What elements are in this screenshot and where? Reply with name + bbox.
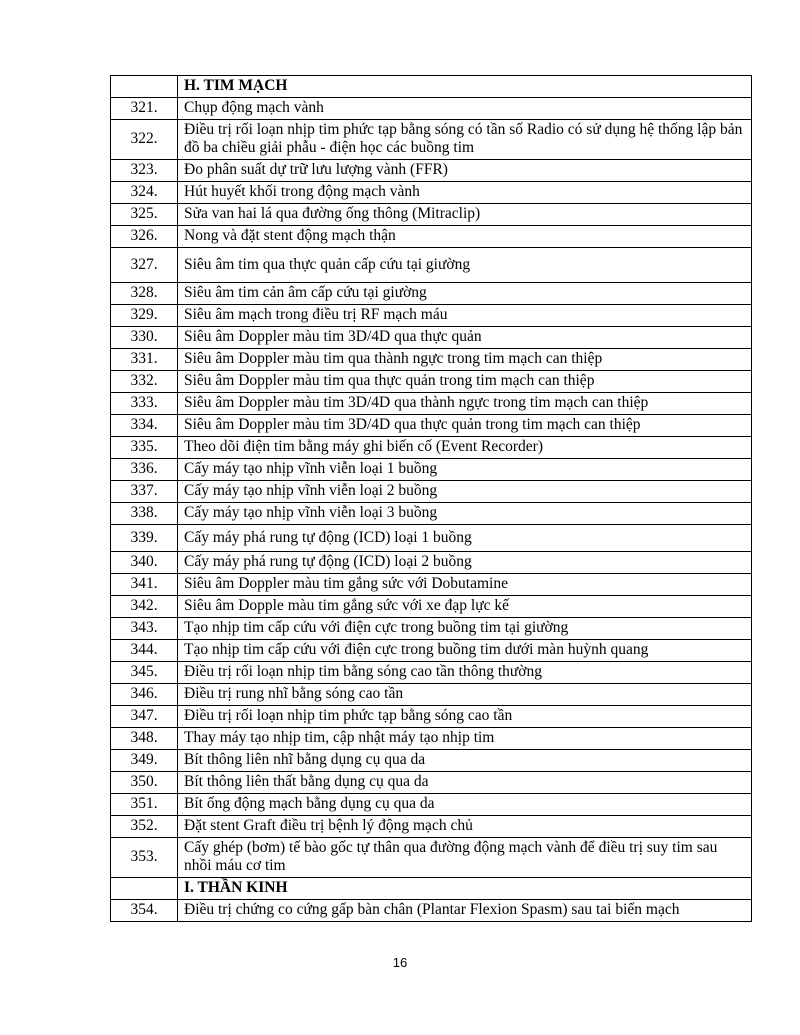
table-row	[111, 226, 752, 248]
table-row	[111, 481, 752, 503]
procedure-name: Siêu âm Doppler màu tim 3D/4D qua thực quản trong tim mạch can thiệp	[178, 415, 752, 437]
procedure-table-body	[111, 76, 752, 922]
table-row	[111, 393, 752, 415]
row-number: 341.	[111, 574, 178, 596]
procedure-name: Cấy máy tạo nhịp vĩnh viễn loại 1 buồng	[178, 459, 752, 481]
page-number: 16	[392, 955, 408, 970]
row-number: 340.	[111, 552, 178, 574]
procedure-name: Siêu âm Doppler màu tim qua thực quản trong tim mạch can thiệp	[178, 371, 752, 393]
row-number: 339.	[111, 525, 178, 552]
row-number: 334.	[111, 415, 178, 437]
row-number: 353.	[111, 838, 178, 878]
table-row	[111, 618, 752, 640]
row-number: 345.	[111, 662, 178, 684]
procedure-name: Tạo nhịp tim cấp cứu với điện cực trong buồng tim tại giường	[178, 618, 752, 640]
procedure-name: Điều trị rung nhĩ bằng sóng cao tần	[178, 684, 752, 706]
row-number: 348.	[111, 728, 178, 750]
procedure-name: Siêu âm mạch trong điều trị RF mạch máu	[178, 305, 752, 327]
table-row	[111, 816, 752, 838]
row-number: 354.	[111, 900, 178, 922]
row-number: 322.	[111, 120, 178, 160]
row-number: 338.	[111, 503, 178, 525]
table-row	[111, 525, 752, 552]
row-number: 342.	[111, 596, 178, 618]
row-number: 344.	[111, 640, 178, 662]
row-number: 324.	[111, 182, 178, 204]
table-row	[111, 838, 752, 878]
section-title: H. TIM MẠCH	[178, 76, 752, 98]
row-number: 330.	[111, 327, 178, 349]
procedure-name: Cấy ghép (bơm) tế bào gốc tự thân qua đường động mạch vành để điều trị suy tim sau nhồi máu cơ tim	[178, 838, 752, 878]
procedure-name: Cấy máy phá rung tự động (ICD) loại 1 buồng	[178, 525, 752, 552]
row-number: 323.	[111, 160, 178, 182]
procedure-name: Siêu âm Doppler màu tim gắng sức với Dobutamine	[178, 574, 752, 596]
table-row	[111, 415, 752, 437]
row-number: 336.	[111, 459, 178, 481]
procedure-name: Cấy máy phá rung tự động (ICD) loại 2 buồng	[178, 552, 752, 574]
table-row	[111, 120, 752, 160]
row-number: 347.	[111, 706, 178, 728]
row-number: 337.	[111, 481, 178, 503]
table-row	[111, 98, 752, 120]
table-row	[111, 662, 752, 684]
table-row	[111, 552, 752, 574]
row-number	[111, 878, 178, 900]
procedure-name: Bít thông liên thất bằng dụng cụ qua da	[178, 772, 752, 794]
row-number: 352.	[111, 816, 178, 838]
procedure-name: Tạo nhịp tim cấp cứu với điện cực trong buồng tim dưới màn huỳnh quang	[178, 640, 752, 662]
procedure-name: Đặt stent Graft điều trị bệnh lý động mạch chủ	[178, 816, 752, 838]
table-row	[111, 160, 752, 182]
table-row	[111, 371, 752, 393]
table-row	[111, 503, 752, 525]
procedure-name: Nong và đặt stent động mạch thận	[178, 226, 752, 248]
table-row	[111, 305, 752, 327]
section-header-row	[111, 76, 752, 98]
table-row	[111, 574, 752, 596]
table-row	[111, 283, 752, 305]
table-row	[111, 182, 752, 204]
row-number: 332.	[111, 371, 178, 393]
table-row	[111, 794, 752, 816]
procedure-name: Siêu âm Doppler màu tim qua thành ngực trong tim mạch can thiệp	[178, 349, 752, 371]
procedure-name: Điều trị rối loạn nhịp tim phức tạp bằng sóng có tần số Radio có sử dụng hệ thống lập bản đồ ba chiều giải phẫu - điện học các buồng tim	[178, 120, 752, 160]
row-number	[111, 76, 178, 98]
procedure-name: Sửa van hai lá qua đường ống thông (Mitraclip)	[178, 204, 752, 226]
table-row	[111, 204, 752, 226]
procedure-name: Bít ống động mạch bằng dụng cụ qua da	[178, 794, 752, 816]
procedure-name: Hút huyết khối trong động mạch vành	[178, 182, 752, 204]
row-number: 350.	[111, 772, 178, 794]
procedure-name: Điều trị rối loạn nhịp tim phức tạp bằng sóng cao tần	[178, 706, 752, 728]
procedure-name: Chụp động mạch vành	[178, 98, 752, 120]
row-number: 331.	[111, 349, 178, 371]
procedure-name: Điều trị rối loạn nhịp tim bằng sóng cao tần thông thường	[178, 662, 752, 684]
table-row	[111, 327, 752, 349]
procedure-table	[110, 75, 752, 922]
procedure-name: Cấy máy tạo nhịp vĩnh viễn loại 3 buồng	[178, 503, 752, 525]
table-row	[111, 684, 752, 706]
row-number: 321.	[111, 98, 178, 120]
procedure-name: Đo phân suất dự trữ lưu lượng vành (FFR)	[178, 160, 752, 182]
procedure-name: Siêu âm Doppler màu tim 3D/4D qua thành ngực trong tim mạch can thiệp	[178, 393, 752, 415]
section-header-row	[111, 878, 752, 900]
table-row	[111, 596, 752, 618]
procedure-name: Siêu âm Doppler màu tim 3D/4D qua thực quản	[178, 327, 752, 349]
procedure-name: Thay máy tạo nhịp tim, cập nhật máy tạo nhịp tim	[178, 728, 752, 750]
table-row	[111, 248, 752, 283]
row-number: 343.	[111, 618, 178, 640]
table-row	[111, 349, 752, 371]
row-number: 327.	[111, 248, 178, 283]
row-number: 349.	[111, 750, 178, 772]
row-number: 333.	[111, 393, 178, 415]
procedure-name: Cấy máy tạo nhịp vĩnh viễn loại 2 buồng	[178, 481, 752, 503]
table-row	[111, 750, 752, 772]
procedure-name: Siêu âm Dopple màu tim gắng sức với xe đạp lực kế	[178, 596, 752, 618]
table-row	[111, 900, 752, 922]
row-number: 328.	[111, 283, 178, 305]
procedure-name: Siêu âm tim qua thực quản cấp cứu tại giường	[178, 248, 752, 283]
row-number: 329.	[111, 305, 178, 327]
procedure-name: Siêu âm tim cản âm cấp cứu tại giường	[178, 283, 752, 305]
row-number: 335.	[111, 437, 178, 459]
table-row	[111, 459, 752, 481]
procedure-name: Điều trị chứng co cứng gấp bàn chân (Plantar Flexion Spasm) sau tai biến mạch	[178, 900, 752, 922]
table-row	[111, 772, 752, 794]
row-number: 325.	[111, 204, 178, 226]
procedure-name: Theo dõi điện tim bằng máy ghi biến cố (Event Recorder)	[178, 437, 752, 459]
table-row	[111, 640, 752, 662]
row-number: 346.	[111, 684, 178, 706]
row-number: 351.	[111, 794, 178, 816]
table-row	[111, 706, 752, 728]
row-number: 326.	[111, 226, 178, 248]
section-title: I. THẦN KINH	[178, 878, 752, 900]
table-row	[111, 728, 752, 750]
procedure-name: Bít thông liên nhĩ bằng dụng cụ qua da	[178, 750, 752, 772]
table-row	[111, 437, 752, 459]
